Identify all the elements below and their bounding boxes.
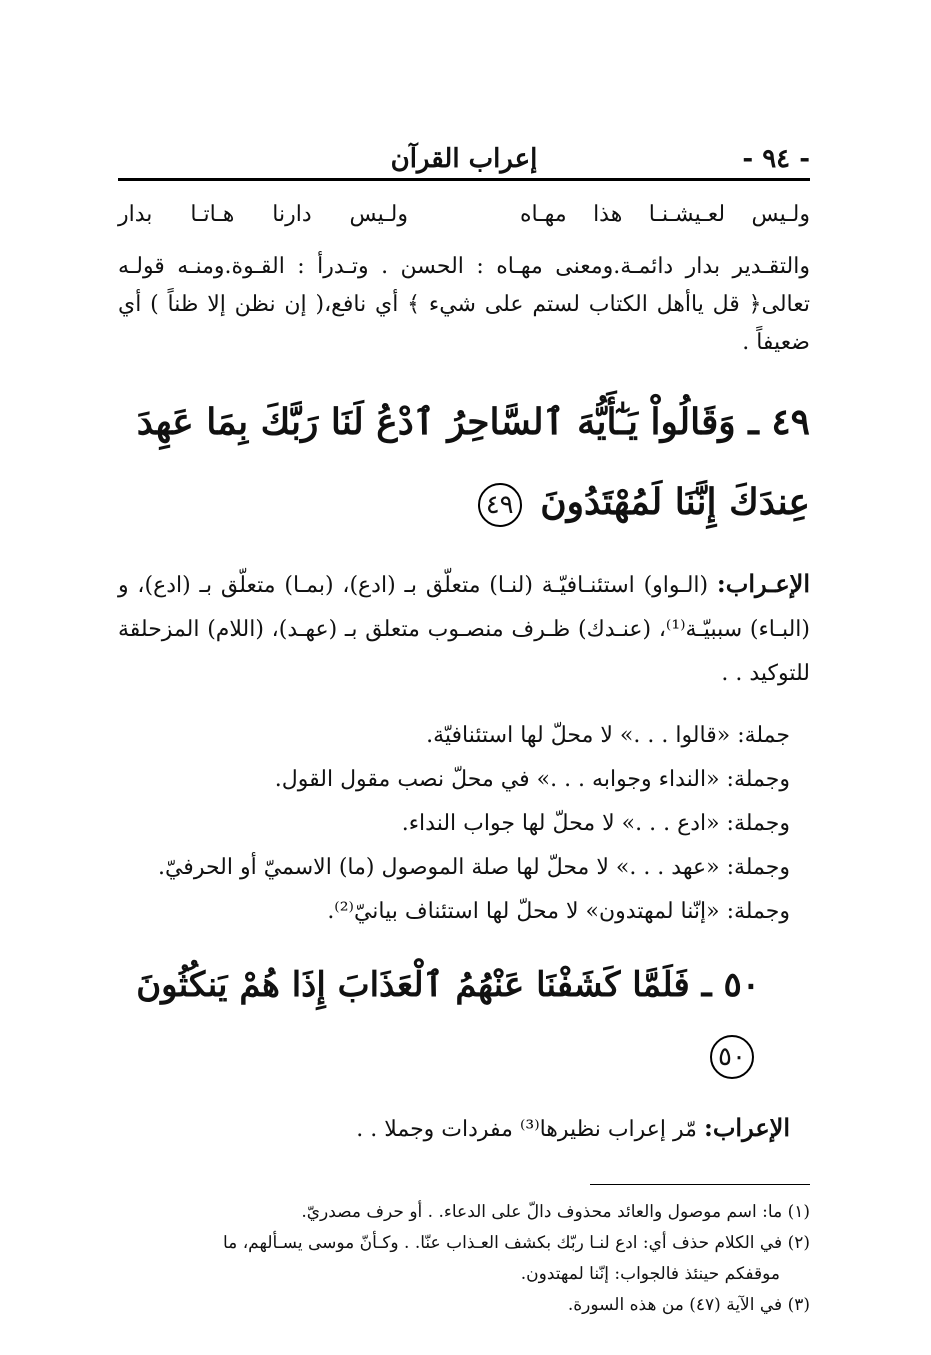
poem-right-hemistich: ولـيس لعـيشـنـا هذا مهـاه <box>520 202 810 227</box>
footnote-item <box>118 1290 810 1321</box>
footnote-text: (٣) في الآية (٤٧) من هذه السورة. <box>567 1295 810 1315</box>
footnote-item <box>118 1197 810 1228</box>
footnote-rule <box>590 1184 810 1185</box>
quran-verse-49 <box>118 382 810 542</box>
running-header <box>118 130 810 180</box>
sentences-list <box>118 714 810 934</box>
poem-left-hemistich: ولـيس دارنا هـاتـا بدار <box>118 202 408 227</box>
irab-paragraph-50 <box>118 1106 810 1152</box>
irab-text: (الـواو) استئنـافيّـة (لنـا) متعلّق بـ (ادع)، (بمـا) متعلّق بـ (ادع)، و (البـاء) سببيّـة⁽¹⁾، (عنـدك) ظـرف منصـوب متعلق بـ (عهـد)، (اللام) المزحلقة للتوكيد . . <box>118 573 810 686</box>
sentence-item: وجملة: «عهد . . .» لا محلّ لها صلة الموصول (ما) الاسميّ أو الحرفيّ. <box>157 855 790 880</box>
irab-label: الإعـراب: <box>716 569 810 598</box>
quran-verse-50 <box>118 950 810 1090</box>
irab-paragraph-49 <box>118 562 810 696</box>
page <box>118 130 810 1321</box>
verse-number: ٤٩ ـ <box>748 401 810 443</box>
ayah-end-marker: ٤٩ <box>478 483 522 527</box>
verse-text: فَلَمَّا كَشَفْنَا عَنْهُمُ ٱلْعَذَابَ إِذَا هُمْ يَنكُثُونَ <box>136 965 690 1005</box>
verse-number: ٥٠ ـ <box>701 965 760 1005</box>
footnote-text: (١) ما: اسم موصول والعائد محذوف دالّ على الدعاء. . أو حرف مصدريّ. <box>301 1202 810 1222</box>
footnotes-list <box>118 1197 810 1321</box>
sentence-item: وجملة: «إنّنا لمهتدون» لا محلّ لها استئناف بيانيّ⁽²⁾. <box>327 899 790 924</box>
header-rule <box>118 178 810 181</box>
irab-text: مّر إعراب نظيرها⁽³⁾ مفردات وجملا . . <box>356 1117 697 1142</box>
verse-text: وَقَالُواْ يَـٰٓأَيُّهَ ٱلسَّاحِرُ ٱدْعُ لَنَا رَبَّكَ بِمَا عَهِدَ عِندَكَ إِنَّنَا لَمُهْتَدُونَ <box>136 401 810 523</box>
ayah-end-marker: ٥٠ <box>710 1035 754 1079</box>
footnote-text: (٢) في الكلام حذف أي: ادع لنـا ربّك بكشف العـذاب عنّا. . وكـأنّ موسى يسـألهم، ما <box>223 1233 810 1253</box>
sentence-item: وجملة: «النداء وجوابه . . .» في محلّ نصب مقول القول. <box>274 767 790 792</box>
commentary-paragraph: والتقـدير بدار دائمـة.ومعنى مهـاه : الحسن . وتـدرأ : القـوة.ومنـه قولـه تعالى﴿ قل ياأهل الكتاب لستم على شيء ﴾ أي نافع،( إن نظن إلا ظناً ) أي ضعيفاً . <box>118 254 810 355</box>
book-title: إعراب القرآن <box>390 144 538 174</box>
sentence-item: وجملة: «ادع . . .» لا محلّ لها جواب النداء. <box>401 811 790 836</box>
footnote-continuation: موقفكم حينئذ فالجواب: إنّنا لمهتدون. <box>520 1264 780 1284</box>
irab-label: الإعراب: <box>703 1113 790 1142</box>
footnote-item <box>118 1228 810 1290</box>
poem-verse <box>118 202 810 242</box>
page-number: - ٩٤ - <box>742 144 810 174</box>
sentence-item: جملة: «قالوا . . .» لا محلّ لها استئنافيّة. <box>426 723 790 748</box>
